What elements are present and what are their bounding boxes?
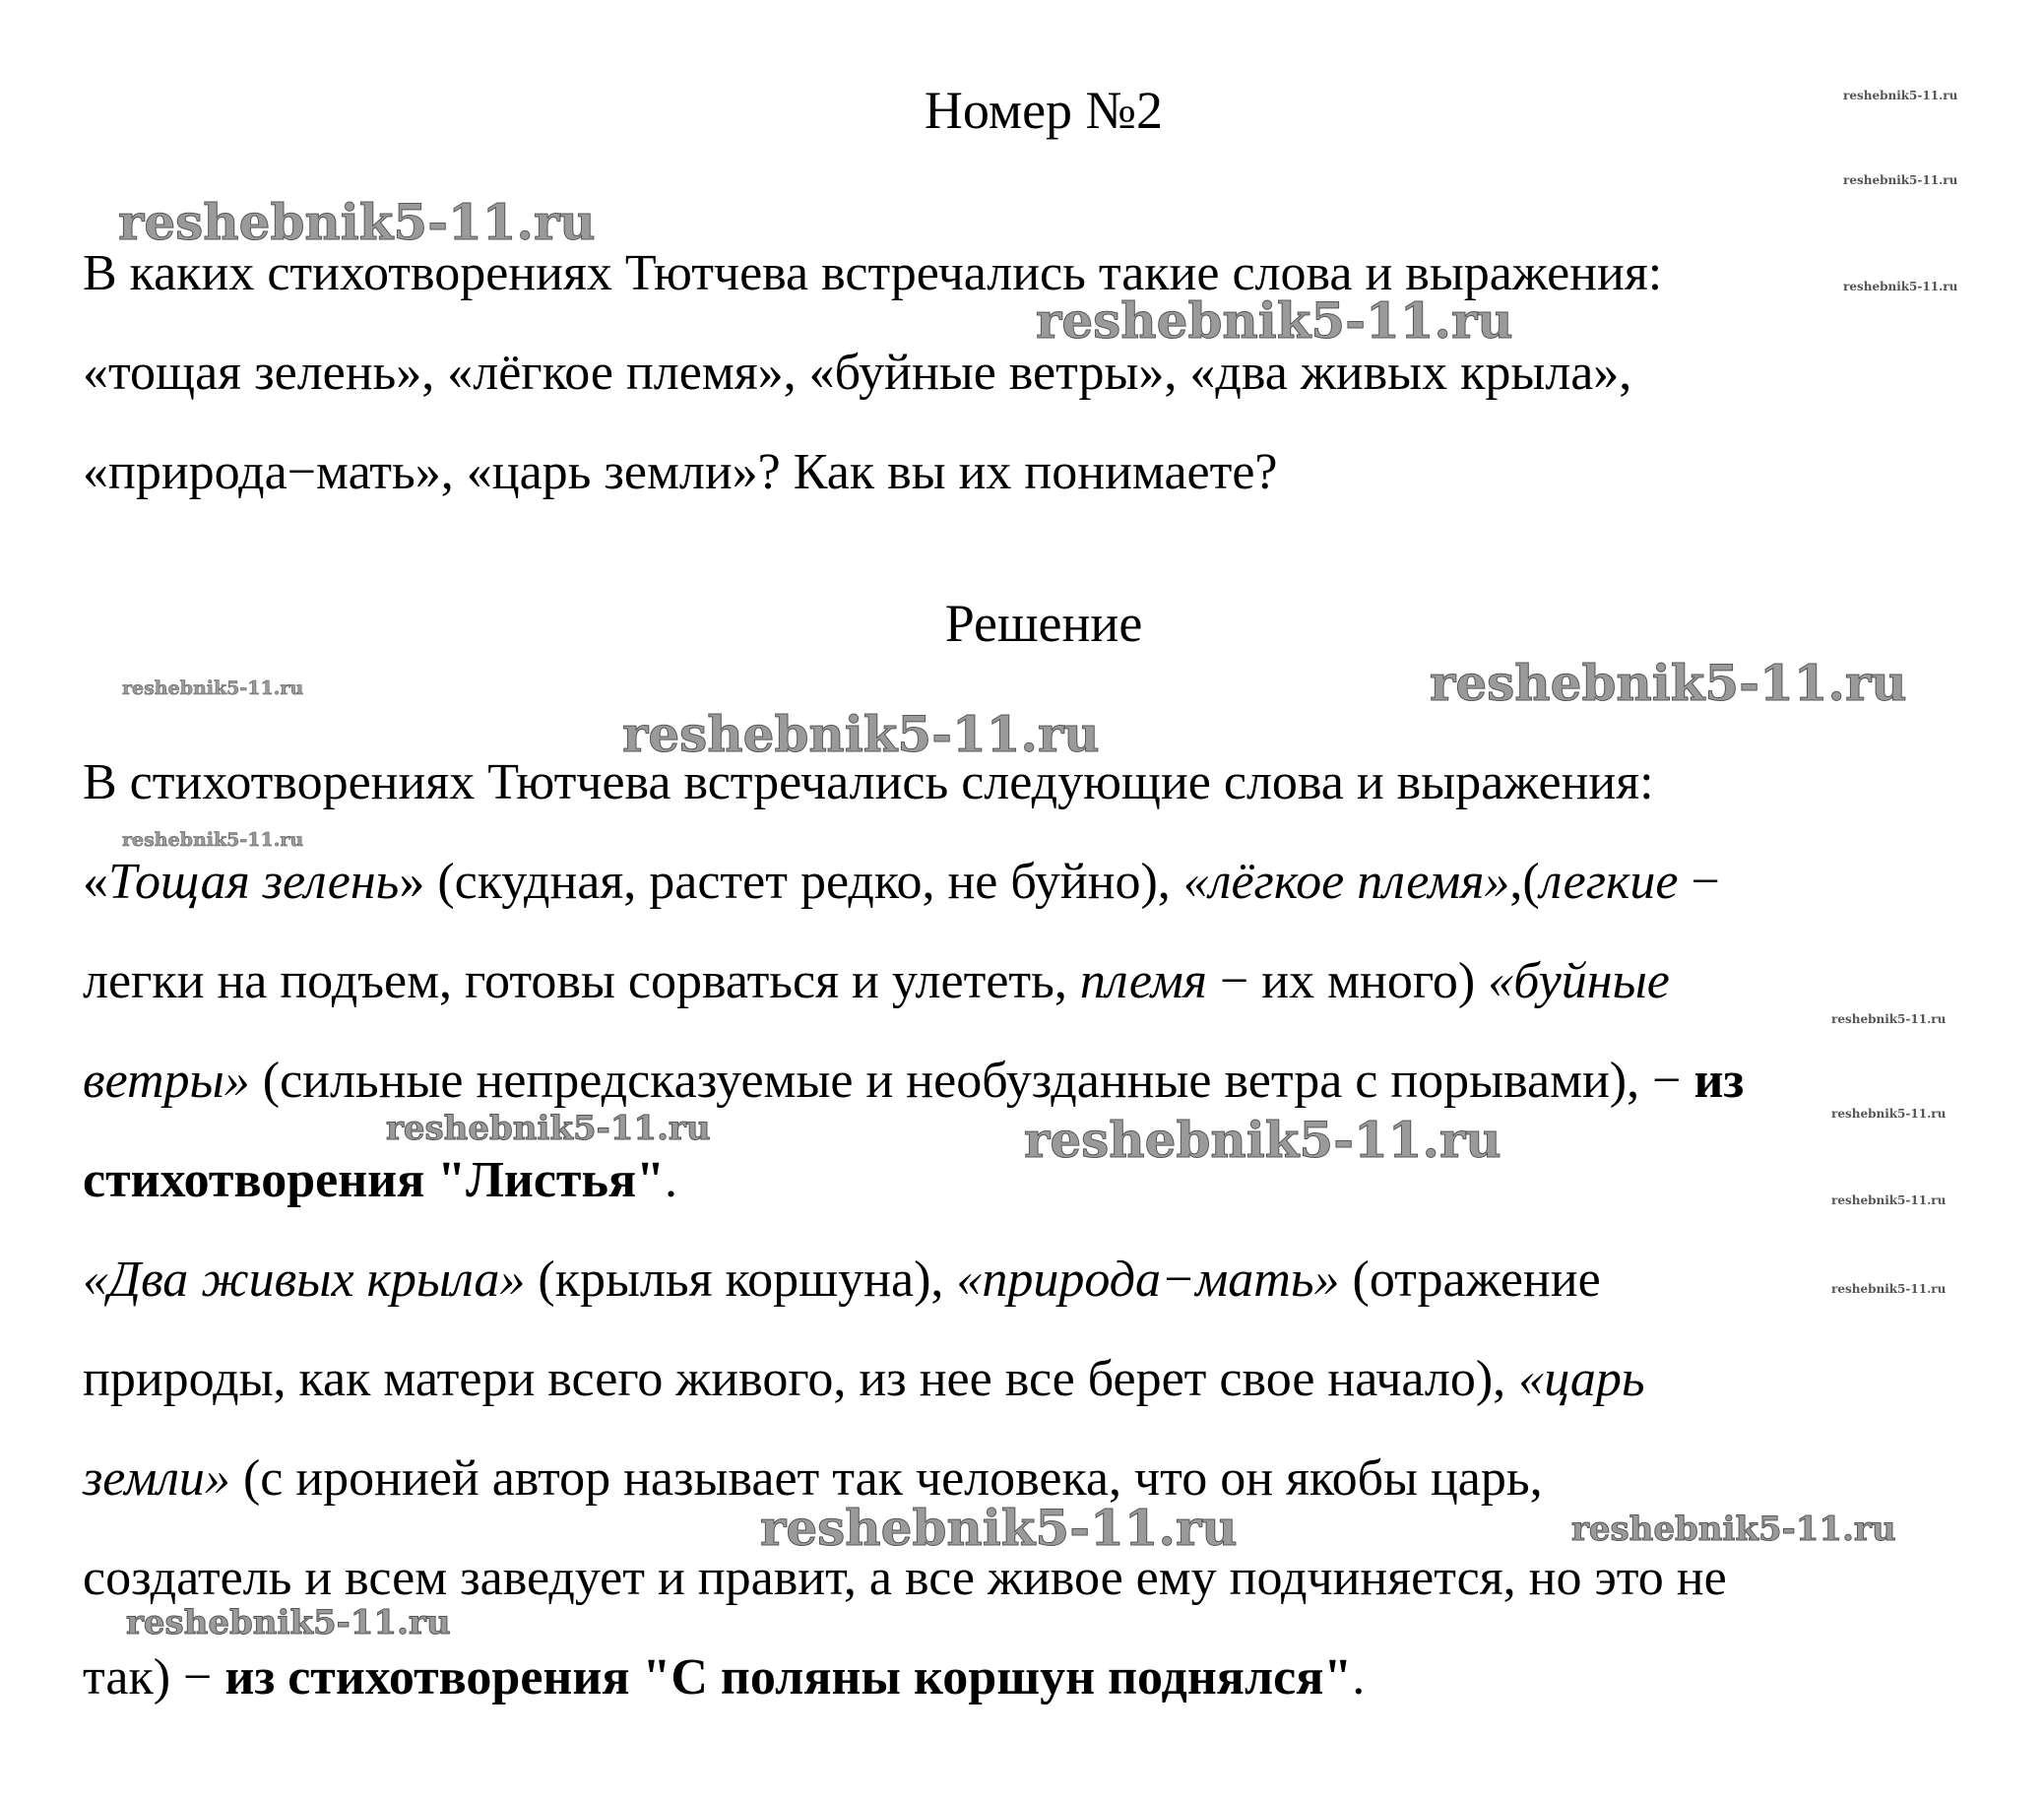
watermark: reshebnik5-11.ru	[126, 1603, 451, 1642]
explanation: (отражение	[1339, 1252, 1601, 1308]
explanation: (с иронией автор называет так человека, что он якобы царь,	[229, 1450, 1543, 1507]
quote-mark: «	[83, 854, 108, 910]
question-line: «природа−мать», «царь земли»? Как вы их понимаете?	[83, 444, 1278, 500]
question-line: «тощая зелень», «лёгкое племя», «буйные ветры», «два живых крыла»,	[83, 345, 1632, 401]
page-title: Номер №2	[924, 81, 1164, 140]
punctuation: .	[1352, 1649, 1366, 1705]
solution-line: создатель и всем заведует и правит, а все живое ему подчиняется, но это не	[83, 1550, 1727, 1606]
solution-line	[83, 1230, 2012, 1329]
watermark: reshebnik5-11.ru	[622, 705, 1100, 763]
phrase: «лёгкое племя»	[1182, 854, 1510, 910]
solution-heading: Решение	[944, 594, 1143, 653]
punctuation: .	[664, 1152, 677, 1208]
explanation: (крылья коршуна),	[525, 1252, 957, 1308]
solution-line	[83, 1628, 2012, 1727]
solution-paragraph	[83, 733, 2012, 1727]
watermark: reshebnik5-11.ru	[1843, 89, 1958, 102]
solution-line	[83, 1329, 2012, 1429]
explanation: (скудная, растет редко, не буйно),	[424, 854, 1183, 910]
quote-mark: »	[399, 854, 425, 910]
solution-line	[83, 932, 2012, 1031]
explanation: легки на подъем, готовы сорваться и улететь,	[83, 953, 1080, 1009]
phrase: племя	[1079, 953, 1207, 1009]
watermark: reshebnik5-11.ru	[760, 1499, 1238, 1557]
phrase: «Два живых крыла»	[83, 1252, 526, 1308]
watermark: reshebnik5-11.ru	[118, 193, 596, 251]
watermark: reshebnik5-11.ru	[1831, 1193, 1947, 1207]
watermark: reshebnik5-11.ru	[1843, 173, 1958, 187]
question-line: В каких стихотворениях Тютчева встречались такие слова и выражения:	[83, 245, 1663, 301]
source-poem: стихотворения "Листья"	[83, 1152, 665, 1208]
phrase: земли»	[83, 1450, 230, 1507]
watermark: reshebnik5-11.ru	[1843, 280, 1958, 293]
punctuation: −	[1678, 854, 1720, 910]
watermark: reshebnik5-11.ru	[1024, 1111, 1501, 1169]
phrase: «буйные	[1488, 953, 1670, 1009]
watermark: reshebnik5-11.ru	[1571, 1510, 1896, 1549]
watermark: reshebnik5-11.ru	[1036, 291, 1513, 350]
explanation: так) −	[83, 1649, 225, 1705]
source-poem: из	[1693, 1053, 1745, 1109]
watermark: reshebnik5-11.ru	[1831, 1107, 1947, 1121]
phrase: ветры»	[83, 1053, 250, 1109]
solution-line: В стихотворениях Тютчева встречались следующие слова и выражения:	[83, 754, 1654, 810]
explanation: − их много)	[1206, 953, 1489, 1009]
question-paragraph	[83, 224, 2012, 522]
watermark: reshebnik5-11.ru	[122, 677, 304, 699]
watermark: reshebnik5-11.ru	[1430, 654, 1907, 712]
source-poem: из стихотворения "С поляны коршун поднялся"	[224, 1649, 1353, 1705]
explanation: природы, как матери всего живого, из нее все берет свое начало),	[83, 1351, 1519, 1407]
phrase: «природа−мать»	[956, 1252, 1340, 1308]
phrase: «царь	[1518, 1351, 1645, 1407]
watermark: reshebnik5-11.ru	[1831, 1282, 1947, 1296]
phrase: легкие	[1539, 854, 1679, 910]
watermark: reshebnik5-11.ru	[1831, 1012, 1947, 1026]
explanation: (сильные непредсказуемые и необузданные ветра с порывами), −	[249, 1053, 1694, 1109]
watermark: reshebnik5-11.ru	[386, 1109, 711, 1148]
watermark: reshebnik5-11.ru	[122, 829, 304, 851]
punctuation: ,(	[1509, 854, 1540, 910]
solution-line	[83, 832, 2012, 932]
phrase: Тощая зелень	[108, 854, 400, 910]
